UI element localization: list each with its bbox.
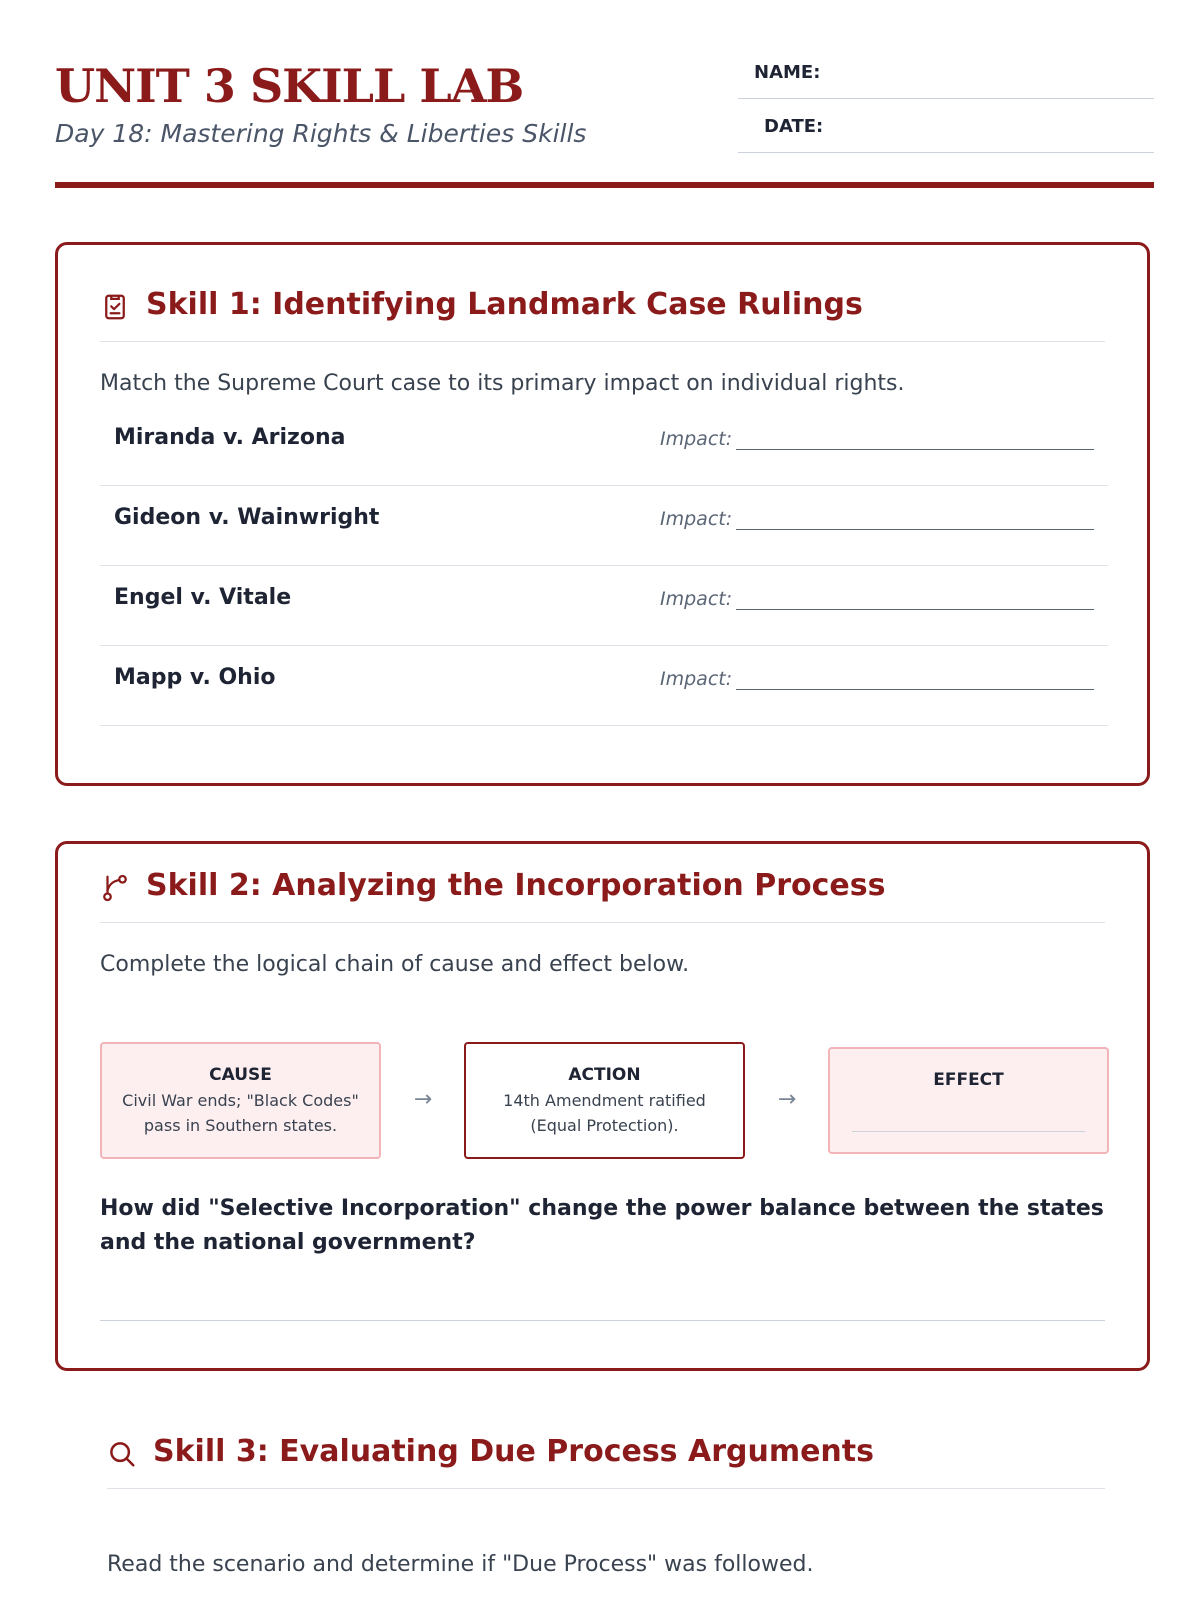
cause-box <box>100 1042 381 1159</box>
impact-answer-line[interactable] <box>736 449 1094 450</box>
impact-answer-line[interactable] <box>736 689 1094 690</box>
impact-answer-line[interactable] <box>736 609 1094 610</box>
cause-label: CAUSE <box>209 1065 272 1085</box>
impact-label: Impact: <box>660 428 733 450</box>
skill3-header <box>107 1420 1105 1489</box>
header-divider <box>55 182 1154 188</box>
effect-label: EFFECT <box>933 1070 1004 1090</box>
case-name: Engel v. Vitale <box>114 585 292 610</box>
skill2-instructions: Complete the logical chain of cause and effect below. <box>100 952 690 977</box>
name-field[interactable] <box>738 58 1154 99</box>
skill3-title: Skill 3: Evaluating Due Process Arguments <box>153 1434 874 1469</box>
name-label: NAME: <box>754 62 821 83</box>
case-row <box>100 563 1108 646</box>
action-text: 14th Amendment ratified (Equal Protection). <box>503 1091 706 1135</box>
git-branch-icon <box>100 873 130 903</box>
case-name: Gideon v. Wainwright <box>114 505 380 530</box>
impact-label: Impact: <box>660 508 733 530</box>
impact-answer-line[interactable] <box>736 529 1094 530</box>
date-label: DATE: <box>764 116 824 137</box>
impact-label: Impact: <box>660 668 733 690</box>
page-subtitle: Day 18: Mastering Rights & Liberties Skills <box>55 119 587 148</box>
skill2-header <box>100 854 1105 923</box>
skill1-card <box>55 242 1150 786</box>
skill1-header <box>100 273 1105 342</box>
question-answer-line[interactable] <box>100 1320 1105 1321</box>
skill2-title: Skill 2: Analyzing the Incorporation Process <box>146 868 886 903</box>
skill3-section <box>65 1420 1105 1600</box>
skill1-instructions: Match the Supreme Court case to its primary impact on individual rights. <box>100 371 905 396</box>
case-row <box>100 403 1108 486</box>
page-title: UNIT 3 SKILL LAB <box>55 59 524 113</box>
impact-label: Impact: <box>660 588 733 610</box>
skill2-card <box>55 841 1150 1371</box>
search-icon <box>107 1439 137 1469</box>
case-row <box>100 643 1108 726</box>
clipboard-check-icon <box>100 292 130 322</box>
date-field[interactable] <box>738 112 1154 153</box>
skill1-title: Skill 1: Identifying Landmark Case Rulings <box>146 287 863 322</box>
action-box <box>464 1042 745 1159</box>
case-row <box>100 483 1108 566</box>
skill3-instructions: Read the scenario and determine if "Due Process" was followed. <box>107 1552 814 1577</box>
cause-text: Civil War ends; "Black Codes" pass in Southern states. <box>122 1091 359 1135</box>
skill2-question: How did "Selective Incorporation" change the power balance between the states and the national government? <box>100 1196 1104 1255</box>
arrow-right-icon: → <box>777 1087 797 1112</box>
case-name: Miranda v. Arizona <box>114 425 346 450</box>
action-label: ACTION <box>568 1065 641 1085</box>
effect-answer-line[interactable] <box>852 1131 1085 1132</box>
case-name: Mapp v. Ohio <box>114 665 276 690</box>
effect-box[interactable] <box>828 1047 1109 1154</box>
arrow-right-icon: → <box>413 1087 433 1112</box>
